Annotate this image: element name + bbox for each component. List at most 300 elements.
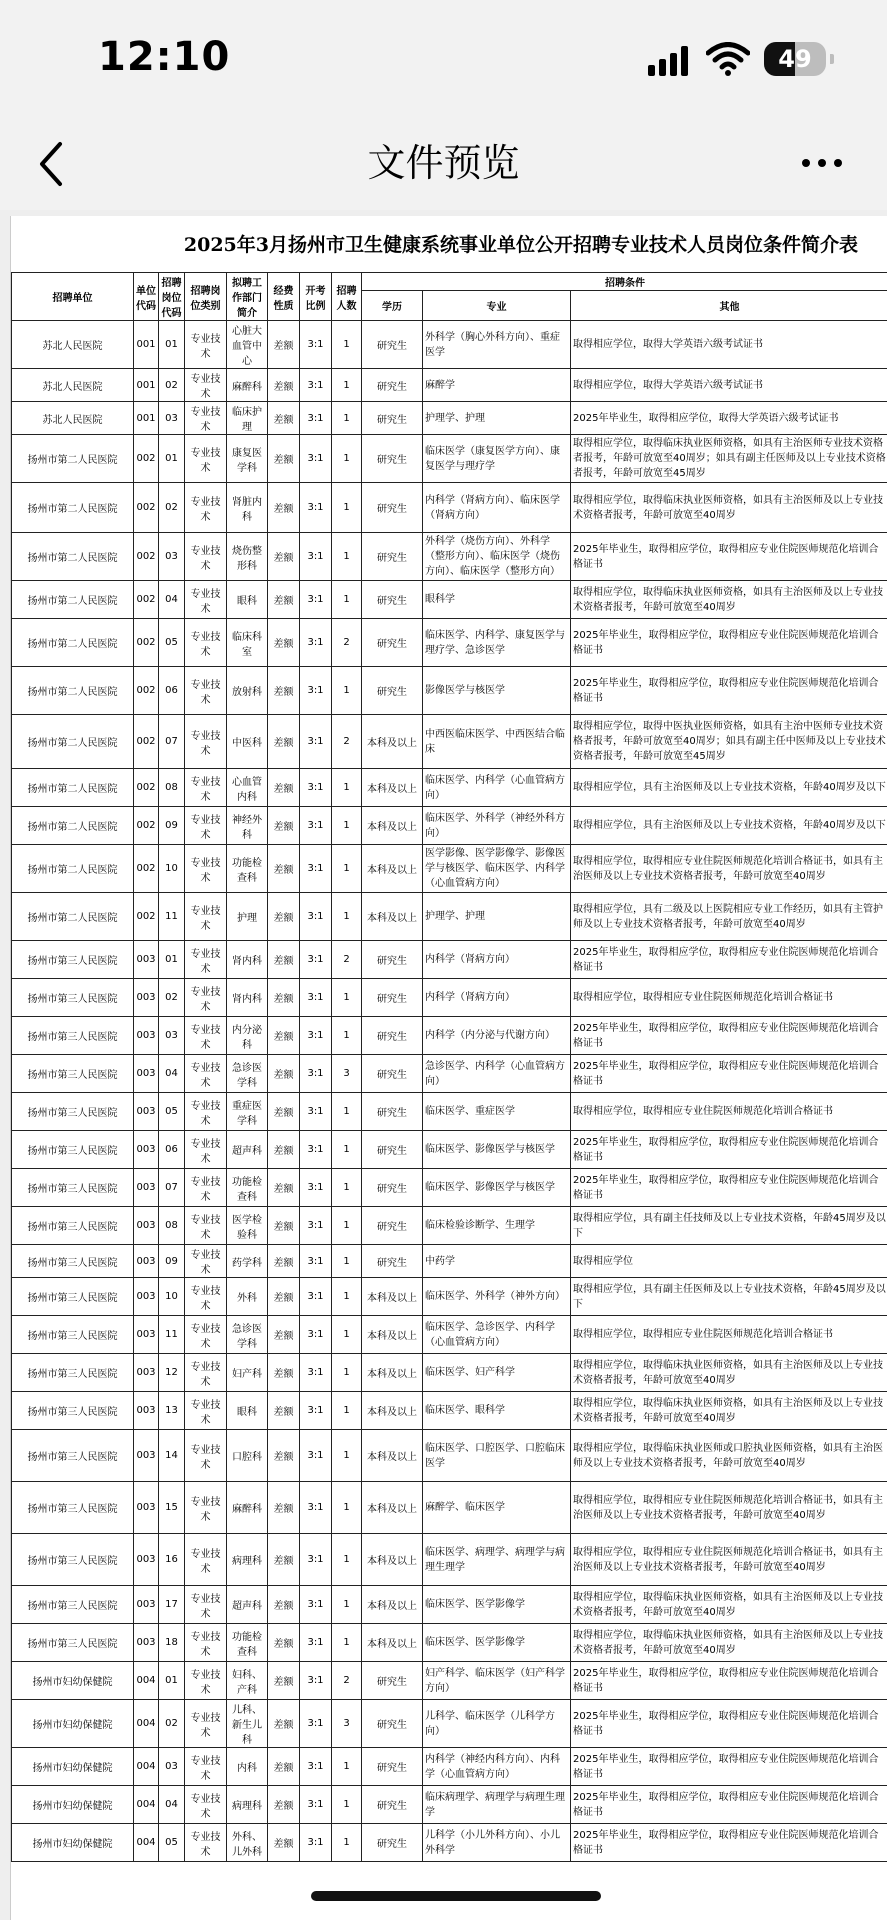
- cell-unit: 扬州市第二人民医院: [12, 667, 134, 715]
- cell-count: 1: [332, 845, 362, 893]
- cell-unit: 扬州市妇幼保健院: [12, 1786, 134, 1824]
- cell-education: 研究生: [362, 1207, 423, 1245]
- cell-post-type: 专业技术: [185, 715, 227, 769]
- table-row: [12, 1245, 887, 1278]
- cell-unit-code: 003: [134, 1169, 159, 1207]
- cell-unit: 扬州市第三人民医院: [12, 1534, 134, 1586]
- cell-unit: 扬州市第三人民医院: [12, 1207, 134, 1245]
- cell-post-type: 专业技术: [185, 1586, 227, 1624]
- cell-post-code: 16: [159, 1534, 185, 1586]
- cell-funding: 差额: [268, 1392, 300, 1430]
- cell-unit: 扬州市第二人民医院: [12, 619, 134, 667]
- cell-education: 研究生: [362, 533, 423, 581]
- cell-unit-code: 003: [134, 1586, 159, 1624]
- cell-dept: 功能检查科: [227, 845, 268, 893]
- cell-other: 取得相应学位，取得临床执业医师资格，如具有主治医师及以上专业技术资格者报考，年龄可放宽至40周岁: [571, 483, 887, 533]
- table-row: [12, 369, 887, 402]
- cell-dept: 临床科室: [227, 619, 268, 667]
- cell-unit-code: 002: [134, 619, 159, 667]
- cell-post-type: 专业技术: [185, 1354, 227, 1392]
- cell-ratio: 3:1: [300, 667, 332, 715]
- cell-post-type: 专业技术: [185, 845, 227, 893]
- cell-unit-code: 003: [134, 1534, 159, 1586]
- cell-count: 1: [332, 581, 362, 619]
- cell-major: 儿科学、临床医学（儿科学方向）: [423, 1700, 571, 1748]
- cell-unit: 扬州市第三人民医院: [12, 1586, 134, 1624]
- cell-unit: 扬州市第三人民医院: [12, 1131, 134, 1169]
- cell-unit: 苏北人民医院: [12, 321, 134, 369]
- cell-unit: 扬州市第二人民医院: [12, 533, 134, 581]
- cell-education: 研究生: [362, 1017, 423, 1055]
- cell-education: 本科及以上: [362, 807, 423, 845]
- cell-post-type: 专业技术: [185, 1482, 227, 1534]
- cell-post-type: 专业技术: [185, 1131, 227, 1169]
- cell-ratio: 3:1: [300, 369, 332, 402]
- cell-ratio: 3:1: [300, 1316, 332, 1354]
- cell-count: 1: [332, 1392, 362, 1430]
- table-row: [12, 1624, 887, 1662]
- cell-ratio: 3:1: [300, 483, 332, 533]
- cell-post-code: 03: [159, 402, 185, 435]
- cell-count: 1: [332, 1316, 362, 1354]
- cell-other: 取得相应学位，具有主治医师及以上专业技术资格，年龄40周岁及以下: [571, 769, 887, 807]
- cell-funding: 差额: [268, 1055, 300, 1093]
- cell-ratio: 3:1: [300, 1786, 332, 1824]
- wifi-icon: [706, 42, 750, 76]
- cell-ratio: 3:1: [300, 533, 332, 581]
- cell-unit-code: 002: [134, 807, 159, 845]
- cell-other: 取得相应学位，取得相应专业住院医师规范化培训合格证书，如具有主治医师及以上专业技术资格者报考，年龄可放宽至40周岁: [571, 1482, 887, 1534]
- cell-education: 研究生: [362, 1169, 423, 1207]
- cell-unit: 扬州市第三人民医院: [12, 1354, 134, 1392]
- cell-ratio: 3:1: [300, 979, 332, 1017]
- header-post-code: 招聘岗位代码: [159, 273, 185, 321]
- cell-major: 临床医学、医学影像学: [423, 1624, 571, 1662]
- table-body: [12, 321, 887, 1862]
- table-row: [12, 715, 887, 769]
- cell-post-code: 05: [159, 619, 185, 667]
- cell-funding: 差额: [268, 1316, 300, 1354]
- cell-funding: 差额: [268, 1245, 300, 1278]
- table-row: [12, 1748, 887, 1786]
- cell-dept: 外科: [227, 1278, 268, 1316]
- cell-education: 本科及以上: [362, 1430, 423, 1482]
- cell-count: 1: [332, 1278, 362, 1316]
- cell-education: 研究生: [362, 1748, 423, 1786]
- cell-other: 2025年毕业生，取得相应学位，取得相应专业住院医师规范化培训合格证书: [571, 1824, 887, 1862]
- table-row: [12, 667, 887, 715]
- cell-other: 取得相应学位，取得大学英语六级考试证书: [571, 369, 887, 402]
- cell-ratio: 3:1: [300, 581, 332, 619]
- cell-funding: 差额: [268, 715, 300, 769]
- cell-unit-code: 004: [134, 1700, 159, 1748]
- cell-ratio: 3:1: [300, 1354, 332, 1392]
- cell-major: 临床医学、急诊医学、内科学（心血管病方向）: [423, 1316, 571, 1354]
- cell-education: 研究生: [362, 483, 423, 533]
- cell-funding: 差额: [268, 1786, 300, 1824]
- table-row: [12, 769, 887, 807]
- cell-count: 1: [332, 979, 362, 1017]
- cell-major: 眼科学: [423, 581, 571, 619]
- cell-post-code: 14: [159, 1430, 185, 1482]
- cell-count: 1: [332, 1131, 362, 1169]
- cell-funding: 差额: [268, 619, 300, 667]
- cell-unit-code: 003: [134, 941, 159, 979]
- cell-dept: 临床护理: [227, 402, 268, 435]
- cell-funding: 差额: [268, 435, 300, 483]
- cell-other: 取得相应学位: [571, 1245, 887, 1278]
- cell-post-type: 专业技术: [185, 1093, 227, 1131]
- table-row: [12, 1017, 887, 1055]
- nav-bar: [0, 120, 887, 210]
- cell-post-type: 专业技术: [185, 369, 227, 402]
- cell-unit-code: 001: [134, 321, 159, 369]
- cell-major: 临床医学、外科学（神经外科方向）: [423, 807, 571, 845]
- cell-count: 3: [332, 1055, 362, 1093]
- cell-ratio: 3:1: [300, 1093, 332, 1131]
- cell-unit: 扬州市第三人民医院: [12, 1169, 134, 1207]
- cell-funding: 差额: [268, 581, 300, 619]
- cell-count: 2: [332, 1662, 362, 1700]
- cell-post-type: 专业技术: [185, 581, 227, 619]
- cell-count: 1: [332, 369, 362, 402]
- cell-ratio: 3:1: [300, 845, 332, 893]
- cell-unit-code: 004: [134, 1662, 159, 1700]
- cell-ratio: 3:1: [300, 807, 332, 845]
- cell-unit-code: 001: [134, 402, 159, 435]
- cell-unit-code: 003: [134, 1131, 159, 1169]
- cell-post-type: 专业技术: [185, 619, 227, 667]
- cell-funding: 差额: [268, 1748, 300, 1786]
- cell-education: 本科及以上: [362, 1624, 423, 1662]
- cell-unit-code: 002: [134, 715, 159, 769]
- cell-education: 研究生: [362, 581, 423, 619]
- cell-post-type: 专业技术: [185, 1624, 227, 1662]
- cell-post-code: 08: [159, 769, 185, 807]
- cell-ratio: 3:1: [300, 1624, 332, 1662]
- cell-major: 内科学（神经内科方向）、内科学（心血管病方向）: [423, 1748, 571, 1786]
- cell-major: 临床医学、内科学（心血管病方向）: [423, 769, 571, 807]
- table-row: [12, 1131, 887, 1169]
- cell-education: 本科及以上: [362, 845, 423, 893]
- cell-dept: 病理科: [227, 1786, 268, 1824]
- cell-major: 临床医学、口腔医学、口腔临床医学: [423, 1430, 571, 1482]
- cell-major: 临床检验诊断学、生理学: [423, 1207, 571, 1245]
- cell-funding: 差额: [268, 1824, 300, 1862]
- cell-major: 外科学（胸心外科方向）、重症医学: [423, 321, 571, 369]
- cell-post-code: 06: [159, 1131, 185, 1169]
- cell-unit-code: 003: [134, 1354, 159, 1392]
- cell-post-code: 02: [159, 369, 185, 402]
- cell-dept: 医学检验科: [227, 1207, 268, 1245]
- cell-unit-code: 003: [134, 979, 159, 1017]
- cell-post-code: 09: [159, 807, 185, 845]
- cell-post-code: 04: [159, 581, 185, 619]
- cell-dept: 儿科、新生儿科: [227, 1700, 268, 1748]
- cell-count: 1: [332, 402, 362, 435]
- cell-funding: 差额: [268, 941, 300, 979]
- cell-ratio: 3:1: [300, 1055, 332, 1093]
- cell-major: 临床病理学、病理学与病理生理学: [423, 1786, 571, 1824]
- cell-other: 取得相应学位，具有副主任医师及以上专业技术资格，年龄45周岁及以下: [571, 1278, 887, 1316]
- cell-post-code: 10: [159, 845, 185, 893]
- cell-post-type: 专业技术: [185, 1207, 227, 1245]
- cell-count: 1: [332, 769, 362, 807]
- home-indicator[interactable]: [311, 1891, 601, 1901]
- cell-education: 研究生: [362, 369, 423, 402]
- cell-unit-code: 003: [134, 1624, 159, 1662]
- cell-dept: 肾内科: [227, 941, 268, 979]
- cell-count: 1: [332, 1824, 362, 1862]
- cell-dept: 眼科: [227, 581, 268, 619]
- cell-count: 2: [332, 619, 362, 667]
- cell-count: 1: [332, 893, 362, 941]
- cell-education: 本科及以上: [362, 1392, 423, 1430]
- cell-education: 研究生: [362, 941, 423, 979]
- header-count: 招聘人数: [332, 273, 362, 321]
- header-funding: 经费性质: [268, 273, 300, 321]
- cell-post-code: 03: [159, 1017, 185, 1055]
- cell-unit: 扬州市第二人民医院: [12, 845, 134, 893]
- cell-count: 1: [332, 1624, 362, 1662]
- table-row: [12, 435, 887, 483]
- cell-unit-code: 002: [134, 667, 159, 715]
- cell-major: 临床医学、影像医学与核医学: [423, 1131, 571, 1169]
- status-bar: [0, 0, 887, 120]
- cell-post-code: 02: [159, 1700, 185, 1748]
- cell-dept: 药学科: [227, 1245, 268, 1278]
- cell-education: 本科及以上: [362, 715, 423, 769]
- cell-unit: 扬州市第二人民医院: [12, 483, 134, 533]
- cell-count: 1: [332, 435, 362, 483]
- cell-other: 2025年毕业生，取得相应学位，取得相应专业住院医师规范化培训合格证书: [571, 1662, 887, 1700]
- cell-major: 儿科学（小儿外科方向）、小儿外科学: [423, 1824, 571, 1862]
- table-row: [12, 1392, 887, 1430]
- cell-dept: 护理: [227, 893, 268, 941]
- document-preview[interactable]: [10, 216, 887, 1920]
- cell-dept: 超声科: [227, 1586, 268, 1624]
- table-row: [12, 321, 887, 369]
- cell-unit-code: 003: [134, 1093, 159, 1131]
- cell-major: 护理学、护理: [423, 402, 571, 435]
- table-row: [12, 1786, 887, 1824]
- cell-other: 2025年毕业生，取得相应学位，取得相应专业住院医师规范化培训合格证书: [571, 1748, 887, 1786]
- cell-post-code: 12: [159, 1354, 185, 1392]
- cell-major: 临床医学、妇产科学: [423, 1354, 571, 1392]
- positions-table: [11, 272, 887, 1862]
- cell-other: 2025年毕业生，取得相应学位，取得相应专业住院医师规范化培训合格证书: [571, 1169, 887, 1207]
- cell-unit-code: 001: [134, 369, 159, 402]
- header-conditions: 招聘条件: [362, 273, 887, 291]
- cell-funding: 差额: [268, 845, 300, 893]
- table-row: [12, 979, 887, 1017]
- cell-count: 1: [332, 1534, 362, 1586]
- cell-post-type: 专业技术: [185, 402, 227, 435]
- cell-major: 外科学（烧伤方向）、外科学（整形方向）、临床医学（烧伤方向）、临床医学（整形方向）: [423, 533, 571, 581]
- cell-education: 研究生: [362, 1245, 423, 1278]
- cell-post-type: 专业技术: [185, 667, 227, 715]
- cell-other: 2025年毕业生，取得相应学位，取得相应专业住院医师规范化培训合格证书: [571, 1131, 887, 1169]
- cell-count: 1: [332, 1207, 362, 1245]
- cell-unit: 苏北人民医院: [12, 369, 134, 402]
- cell-ratio: 3:1: [300, 715, 332, 769]
- header-post-type: 招聘岗位类别: [185, 273, 227, 321]
- cell-post-code: 02: [159, 483, 185, 533]
- cell-count: 1: [332, 533, 362, 581]
- table-row: [12, 1534, 887, 1586]
- cell-dept: 麻醉科: [227, 1482, 268, 1534]
- table-row: [12, 581, 887, 619]
- cell-other: 2025年毕业生，取得相应学位，取得相应专业住院医师规范化培训合格证书: [571, 941, 887, 979]
- cell-dept: 康复医学科: [227, 435, 268, 483]
- cell-unit-code: 003: [134, 1392, 159, 1430]
- cell-education: 研究生: [362, 619, 423, 667]
- cell-major: 中西医临床医学、中西医结合临床: [423, 715, 571, 769]
- cell-education: 研究生: [362, 1700, 423, 1748]
- more-options-icon[interactable]: [800, 148, 844, 178]
- cell-major: 临床医学、医学影像学: [423, 1586, 571, 1624]
- cell-ratio: 3:1: [300, 1169, 332, 1207]
- cell-dept: 放射科: [227, 667, 268, 715]
- cell-education: 研究生: [362, 1662, 423, 1700]
- cell-ratio: 3:1: [300, 619, 332, 667]
- cell-ratio: 3:1: [300, 941, 332, 979]
- cell-major: 临床医学、病理学、病理学与病理生理学: [423, 1534, 571, 1586]
- cell-unit: 扬州市第二人民医院: [12, 715, 134, 769]
- cell-post-code: 01: [159, 435, 185, 483]
- cell-education: 本科及以上: [362, 893, 423, 941]
- table-row: [12, 1278, 887, 1316]
- cell-education: 本科及以上: [362, 1482, 423, 1534]
- cell-dept: 心血管内科: [227, 769, 268, 807]
- header-major: 专业: [423, 291, 571, 321]
- cell-count: 3: [332, 1700, 362, 1748]
- cell-post-code: 09: [159, 1245, 185, 1278]
- cell-post-type: 专业技术: [185, 1662, 227, 1700]
- cell-unit: 扬州市第三人民医院: [12, 1392, 134, 1430]
- cell-unit: 扬州市第二人民医院: [12, 893, 134, 941]
- cell-unit: 扬州市妇幼保健院: [12, 1824, 134, 1862]
- cell-unit-code: 002: [134, 581, 159, 619]
- cell-post-type: 专业技术: [185, 1430, 227, 1482]
- cell-post-type: 专业技术: [185, 1169, 227, 1207]
- cell-ratio: 3:1: [300, 1245, 332, 1278]
- cell-ratio: 3:1: [300, 1131, 332, 1169]
- table-row: [12, 1354, 887, 1392]
- cell-other: 取得相应学位，具有副主任技师及以上专业技术资格，年龄45周岁及以下: [571, 1207, 887, 1245]
- cell-post-type: 专业技术: [185, 1055, 227, 1093]
- cell-dept: 超声科: [227, 1131, 268, 1169]
- table-row: [12, 1093, 887, 1131]
- cell-major: 临床医学、内科学、康复医学与理疗学、急诊医学: [423, 619, 571, 667]
- table-row: [12, 1700, 887, 1748]
- cell-funding: 差额: [268, 807, 300, 845]
- cell-major: 麻醉学: [423, 369, 571, 402]
- cell-post-type: 专业技术: [185, 1392, 227, 1430]
- cell-post-type: 专业技术: [185, 1245, 227, 1278]
- cell-education: 本科及以上: [362, 1278, 423, 1316]
- table-row: [12, 845, 887, 893]
- cell-ratio: 3:1: [300, 435, 332, 483]
- cell-post-code: 05: [159, 1824, 185, 1862]
- cell-education: 研究生: [362, 1093, 423, 1131]
- cell-dept: 内分泌科: [227, 1017, 268, 1055]
- cell-unit-code: 003: [134, 1207, 159, 1245]
- cell-count: 1: [332, 1586, 362, 1624]
- cell-dept: 烧伤整形科: [227, 533, 268, 581]
- cell-unit-code: 002: [134, 483, 159, 533]
- cell-major: 中药学: [423, 1245, 571, 1278]
- cell-unit: 扬州市第二人民医院: [12, 807, 134, 845]
- header-unit: 招聘单位: [12, 273, 134, 321]
- cell-post-type: 专业技术: [185, 941, 227, 979]
- cell-unit-code: 003: [134, 1482, 159, 1534]
- cell-dept: 重症医学科: [227, 1093, 268, 1131]
- cell-major: 临床医学、眼科学: [423, 1392, 571, 1430]
- cell-education: 本科及以上: [362, 1354, 423, 1392]
- cell-post-type: 专业技术: [185, 893, 227, 941]
- cell-other: 取得相应学位，取得临床执业医师资格，如具有主治医师及以上专业技术资格者报考，年龄可放宽至40周岁: [571, 1586, 887, 1624]
- cell-major: 医学影像、医学影像学、影像医学与核医学、临床医学、内科学（心血管病方向）: [423, 845, 571, 893]
- cell-ratio: 3:1: [300, 1586, 332, 1624]
- cell-post-code: 15: [159, 1482, 185, 1534]
- cell-ratio: 3:1: [300, 1700, 332, 1748]
- cell-count: 1: [332, 1017, 362, 1055]
- cell-post-type: 专业技术: [185, 979, 227, 1017]
- cell-dept: 功能检查科: [227, 1169, 268, 1207]
- cell-dept: 肾内科: [227, 979, 268, 1017]
- cell-post-type: 专业技术: [185, 483, 227, 533]
- cell-unit: 扬州市第三人民医院: [12, 1430, 134, 1482]
- table-row: [12, 483, 887, 533]
- header-unit-code: 单位代码: [134, 273, 159, 321]
- cell-unit: 扬州市第三人民医院: [12, 1055, 134, 1093]
- cell-unit: 扬州市第三人民医院: [12, 1245, 134, 1278]
- table-row: [12, 1316, 887, 1354]
- cell-unit-code: 002: [134, 769, 159, 807]
- cell-dept: 外科、儿外科: [227, 1824, 268, 1862]
- cell-count: 1: [332, 1482, 362, 1534]
- cell-other: 取得相应学位，取得临床执业医师资格，如具有主治医师及以上专业技术资格者报考，年龄可放宽至40周岁: [571, 1624, 887, 1662]
- cell-post-code: 17: [159, 1586, 185, 1624]
- cell-ratio: 3:1: [300, 1278, 332, 1316]
- cell-major: 临床医学（康复医学方向）、康复医学与理疗学: [423, 435, 571, 483]
- cell-dept: 口腔科: [227, 1430, 268, 1482]
- cell-post-type: 专业技术: [185, 1534, 227, 1586]
- cell-unit-code: 003: [134, 1316, 159, 1354]
- cell-funding: 差额: [268, 483, 300, 533]
- table-row: [12, 619, 887, 667]
- cell-funding: 差额: [268, 1482, 300, 1534]
- cell-funding: 差额: [268, 1534, 300, 1586]
- cell-funding: 差额: [268, 533, 300, 581]
- cell-major: 影像医学与核医学: [423, 667, 571, 715]
- cell-education: 本科及以上: [362, 1534, 423, 1586]
- header-other: 其他: [571, 291, 887, 321]
- cell-funding: 差额: [268, 1586, 300, 1624]
- cell-count: 2: [332, 941, 362, 979]
- cell-post-code: 11: [159, 1316, 185, 1354]
- cell-dept: 病理科: [227, 1534, 268, 1586]
- cell-education: 研究生: [362, 979, 423, 1017]
- cell-post-code: 03: [159, 1748, 185, 1786]
- cell-count: 1: [332, 1169, 362, 1207]
- cell-other: 取得相应学位，取得临床执业医师资格，如具有主治医师及以上专业技术资格者报考，年龄可放宽至40周岁: [571, 1354, 887, 1392]
- cell-post-type: 专业技术: [185, 1700, 227, 1748]
- table-row: [12, 807, 887, 845]
- cell-post-type: 专业技术: [185, 321, 227, 369]
- cell-funding: 差额: [268, 1700, 300, 1748]
